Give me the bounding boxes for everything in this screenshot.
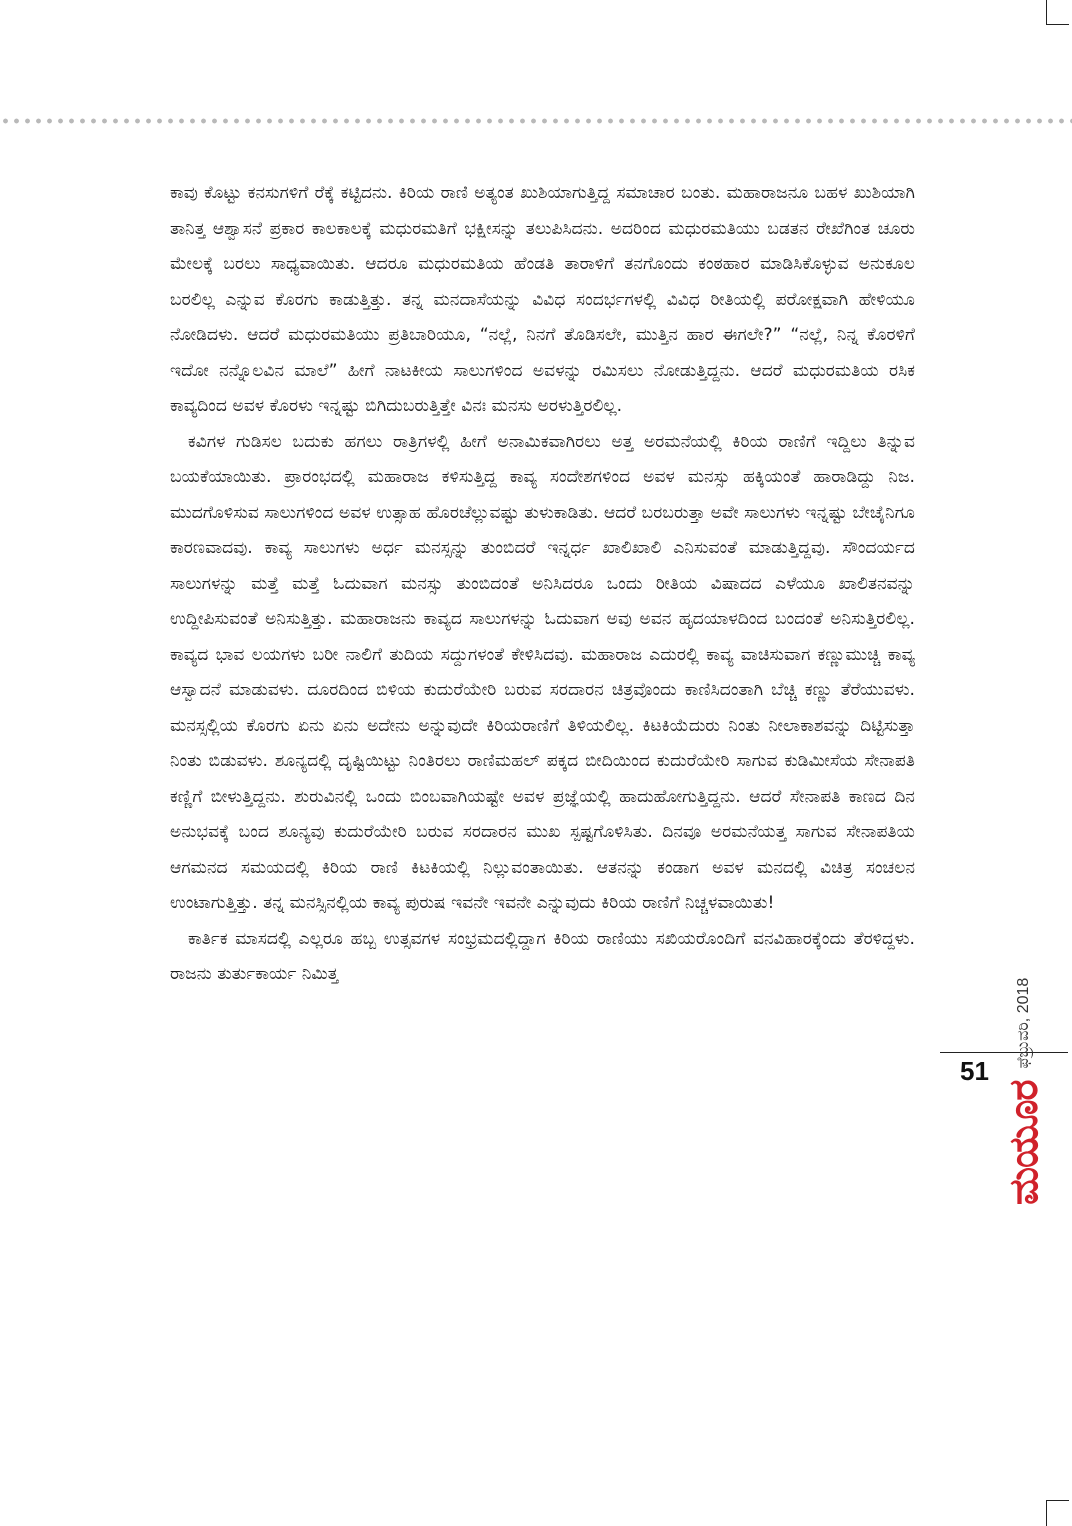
magazine-masthead (1000, 978, 1047, 1205)
paragraph-2: ಕವಿಗಳ ಗುಡಿಸಲ ಬದುಕು ಹಗಲು ರಾತ್ರಿಗಳಲ್ಲಿ ಹೀಗೆ ಅನಾಮಿಕವಾಗಿರಲು ಅತ್ತ ಅರಮನೆಯಲ್ಲಿ ಕಿರಿಯ ರಾಣಿಗೆ ಇದ್ದಿಲು ತಿನ್ನುವ ಬಯಕೆಯಾಯಿತು. ಪ್ರಾರಂಭದಲ್ಲಿ ಮಹಾರಾಜ ಕಳಿಸುತ್ತಿದ್ದ ಕಾವ್ಯ ಸಂದೇಶಗಳಿಂದ ಅವಳ ಮನಸ್ಸು ಹಕ್ಕಿಯಂತೆ ಹಾರಾಡಿದ್ದು ನಿಜ. ಮುದಗೊಳಿಸುವ ಸಾಲುಗಳಿಂದ ಅವಳ ಉತ್ಸಾಹ ಹೊರಚೆಲ್ಲುವಷ್ಟು ತುಳುಕಾಡಿತು. ಆದರೆ ಬರಬರುತ್ತಾ ಅವೇ ಸಾಲುಗಳು ಇನ್ನಷ್ಟು ಬೇಚೈನಿಗೂ ಕಾರಣವಾದವು. ಕಾವ್ಯ ಸಾಲುಗಳು ಅರ್ಧ ಮನಸ್ಸನ್ನು ತುಂಬಿದರೆ ಇನ್ನರ್ಧ ಖಾಲಿಖಾಲಿ ಎನಿಸುವಂತೆ ಮಾಡುತ್ತಿದ್ದವು. ಸೌಂದರ್ಯದ ಸಾಲುಗಳನ್ನು ಮತ್ತೆ ಮತ್ತೆ ಓದುವಾಗ ಮನಸ್ಸು ತುಂಬಿದಂತೆ ಅನಿಸಿದರೂ ಒಂದು ರೀತಿಯ ವಿಷಾದದ ಎಳೆಯೂ ಖಾಲಿತನವನ್ನು ಉದ್ದೀಪಿಸುವಂತೆ ಅನಿಸುತ್ತಿತ್ತು. ಮಹಾರಾಜನು ಕಾವ್ಯದ ಸಾಲುಗಳನ್ನು ಓದುವಾಗ ಅವು ಅವನ ಹೃದಯಾಳದಿಂದ ಬಂದಂತೆ ಅನಿಸುತ್ತಿರಲಿಲ್ಲ. ಕಾವ್ಯದ ಭಾವ ಲಯಗಳು ಬರೀ ನಾಲಿಗೆ ತುದಿಯ ಸದ್ದುಗಳಂತೆ ಕೇಳಿಸಿದವು. ಮಹಾರಾಜ ಎದುರಲ್ಲಿ ಕಾವ್ಯ ವಾಚಿಸುವಾಗ ಕಣ್ಣುಮುಚ್ಚಿ ಕಾವ್ಯ ಆಸ್ವಾದನೆ ಮಾಡುವಳು. ದೂರದಿಂದ ಬಿಳಿಯ ಕುದುರೆಯೇರಿ ಬರುವ ಸರದಾರನ ಚಿತ್ರವೊಂದು ಕಾಣಿಸಿದಂತಾಗಿ ಬೆಚ್ಚಿ ಕಣ್ಣು ತೆರೆಯುವಳು. ಮನಸ್ಸಲ್ಲಿಯ ಕೊರಗು ಏನು ಏನು ಅದೇನು ಅನ್ನುವುದೇ ಕಿರಿಯರಾಣಿಗೆ ತಿಳಿಯಲಿಲ್ಲ. ಕಿಟಕಿಯೆದುರು ನಿಂತು ನೀಲಾಕಾಶವನ್ನು ದಿಟ್ಟಿಸುತ್ತಾ ನಿಂತು ಬಿಡುವಳು. ಶೂನ್ಯದಲ್ಲಿ ದೃಷ್ಟಿಯಿಟ್ಟು ನಿಂತಿರಲು ರಾಣಿಮಹಲ್ ಪಕ್ಕದ ಬೀದಿಯಿಂದ ಕುದುರೆಯೇರಿ ಸಾಗುವ ಕುಡಿಮೀಸೆಯ ಸೇನಾಪತಿ ಕಣ್ಣಿಗೆ ಬೀಳುತ್ತಿದ್ದನು. ಶುರುವಿನಲ್ಲಿ ಒಂದು ಬಿಂಬವಾಗಿಯಷ್ಟೇ ಅವಳ ಪ್ರಜ್ಞೆಯಲ್ಲಿ ಹಾದುಹೋಗುತ್ತಿದ್ದನು. ಆದರೆ ಸೇನಾಪತಿ ಕಾಣದ ದಿನ ಅನುಭವಕ್ಕೆ ಬಂದ ಶೂನ್ಯವು ಕುದುರೆಯೇರಿ ಬರುವ ಸರದಾರನ ಮುಖ ಸ್ಪಷ್ಟಗೊಳಿಸಿತು. ದಿನವೂ ಅರಮನೆಯತ್ತ ಸಾಗುವ ಸೇನಾಪತಿಯ ಆಗಮನದ ಸಮಯದಲ್ಲಿ ಕಿರಿಯ ರಾಣಿ ಕಿಟಕಿಯಲ್ಲಿ ನಿಲ್ಲುವಂತಾಯಿತು. ಆತನನ್ನು ಕಂಡಾಗ ಅವಳ ಮನದಲ್ಲಿ ವಿಚಿತ್ರ ಸಂಚಲನ ಉಂಟಾಗುತ್ತಿತ್ತು. ತನ್ನ ಮನಸ್ಸಿನಲ್ಲಿಯ ಕಾವ್ಯ ಪುರುಷ ಇವನೇ ಇವನೇ ಎನ್ನುವುದು ಕಿರಿಯ ರಾಣಿಗೆ ನಿಚ್ಚಳವಾಯಿತು! (170, 431, 915, 913)
folio-rule (940, 1052, 1068, 1053)
issue-date: ಫೆಬ್ರುವರಿ, 2018 (1014, 977, 1032, 1069)
paragraph-3: ಕಾರ್ತಿಕ ಮಾಸದಲ್ಲಿ ಎಲ್ಲರೂ ಹಬ್ಬ ಉತ್ಸವಗಳ ಸಂಭ್ರಮದಲ್ಲಿದ್ದಾಗ ಕಿರಿಯ ರಾಣಿಯು ಸಖಿಯರೊಂದಿಗೆ ವನವಿಹಾರಕ್ಕೆಂದು ತೆರಳಿದ್ದಳು. ರಾಜನು ತುರ್ತುಕಾರ್ಯ ನಿಮಿತ್ತ (170, 928, 915, 984)
crop-mark-bottom (1046, 1500, 1069, 1526)
paragraph-1: ಕಾವು ಕೊಟ್ಟು ಕನಸುಗಳಿಗೆ ರೆಕ್ಕೆ ಕಟ್ಟಿದನು. ಕಿರಿಯ ರಾಣಿ ಅತ್ಯಂತ ಖುಶಿಯಾಗುತ್ತಿದ್ದ ಸಮಾಚಾರ ಬಂತು. ಮಹಾರಾಜನೂ ಬಹಳ ಖುಶಿಯಾಗಿ ತಾನಿತ್ತ ಆಶ್ವಾಸನೆ ಪ್ರಕಾರ ಕಾಲಕಾಲಕ್ಕೆ ಮಧುರಮತಿಗೆ ಭಕ್ಷೀಸನ್ನು ತಲುಪಿಸಿದನು. ಅದರಿಂದ ಮಧುರಮತಿಯು ಬಡತನ ರೇಖೆಗಿಂತ ಚೂರು ಮೇಲಕ್ಕೆ ಬರಲು ಸಾಧ್ಯವಾಯಿತು. ಆದರೂ ಮಧುರಮತಿಯ ಹೆಂಡತಿ ತಾರಾಳಿಗೆ ತನಗೊಂದು ಕಂಠಹಾರ ಮಾಡಿಸಿಕೊಳ್ಳುವ ಅನುಕೂಲ ಬರಲಿಲ್ಲ ಎನ್ನುವ ಕೊರಗು ಕಾಡುತ್ತಿತ್ತು. ತನ್ನ ಮನದಾಸೆಯನ್ನು ವಿವಿಧ ಸಂದರ್ಭಗಳಲ್ಲಿ ವಿವಿಧ ರೀತಿಯಲ್ಲಿ ಪರೋಕ್ಷವಾಗಿ ಹೇಳಿಯೂ ನೋಡಿದಳು. ಆದರೆ ಮಧುರಮತಿಯು ಪ್ರತಿಬಾರಿಯೂ, “ನಲ್ಲೆ, ನಿನಗೆ ತೊಡಿಸಲೇ, ಮುತ್ತಿನ ಹಾರ ಈಗಲೇ?” “ನಲ್ಲೆ, ನಿನ್ನ ಕೊರಳಿಗೆ ಇದೋ ನನ್ನೊಲವಿನ ಮಾಲೆ” ಹೀಗೆ ನಾಟಕೀಯ ಸಾಲುಗಳಿಂದ ಅವಳನ್ನು ರಮಿಸಲು ನೋಡುತ್ತಿದ್ದನು. ಆದರೆ ಮಧುರಮತಿಯ ರಸಿಕ ಕಾವ್ಯದಿಂದ ಅವಳ ಕೊರಳು ಇನ್ನಷ್ಟು ಬಿಗಿದುಬರುತ್ತಿತ್ತೇ ವಿನಃ ಮನಸು ಅರಳುತ್ತಿರಲಿಲ್ಲ. (170, 183, 915, 416)
magazine-logo: ಮಯೂರ (1000, 1080, 1047, 1205)
page-number: 51 (960, 1056, 989, 1086)
article-body (170, 176, 915, 993)
crop-mark-top (1046, 0, 1069, 25)
dotted-divider (0, 118, 1072, 124)
